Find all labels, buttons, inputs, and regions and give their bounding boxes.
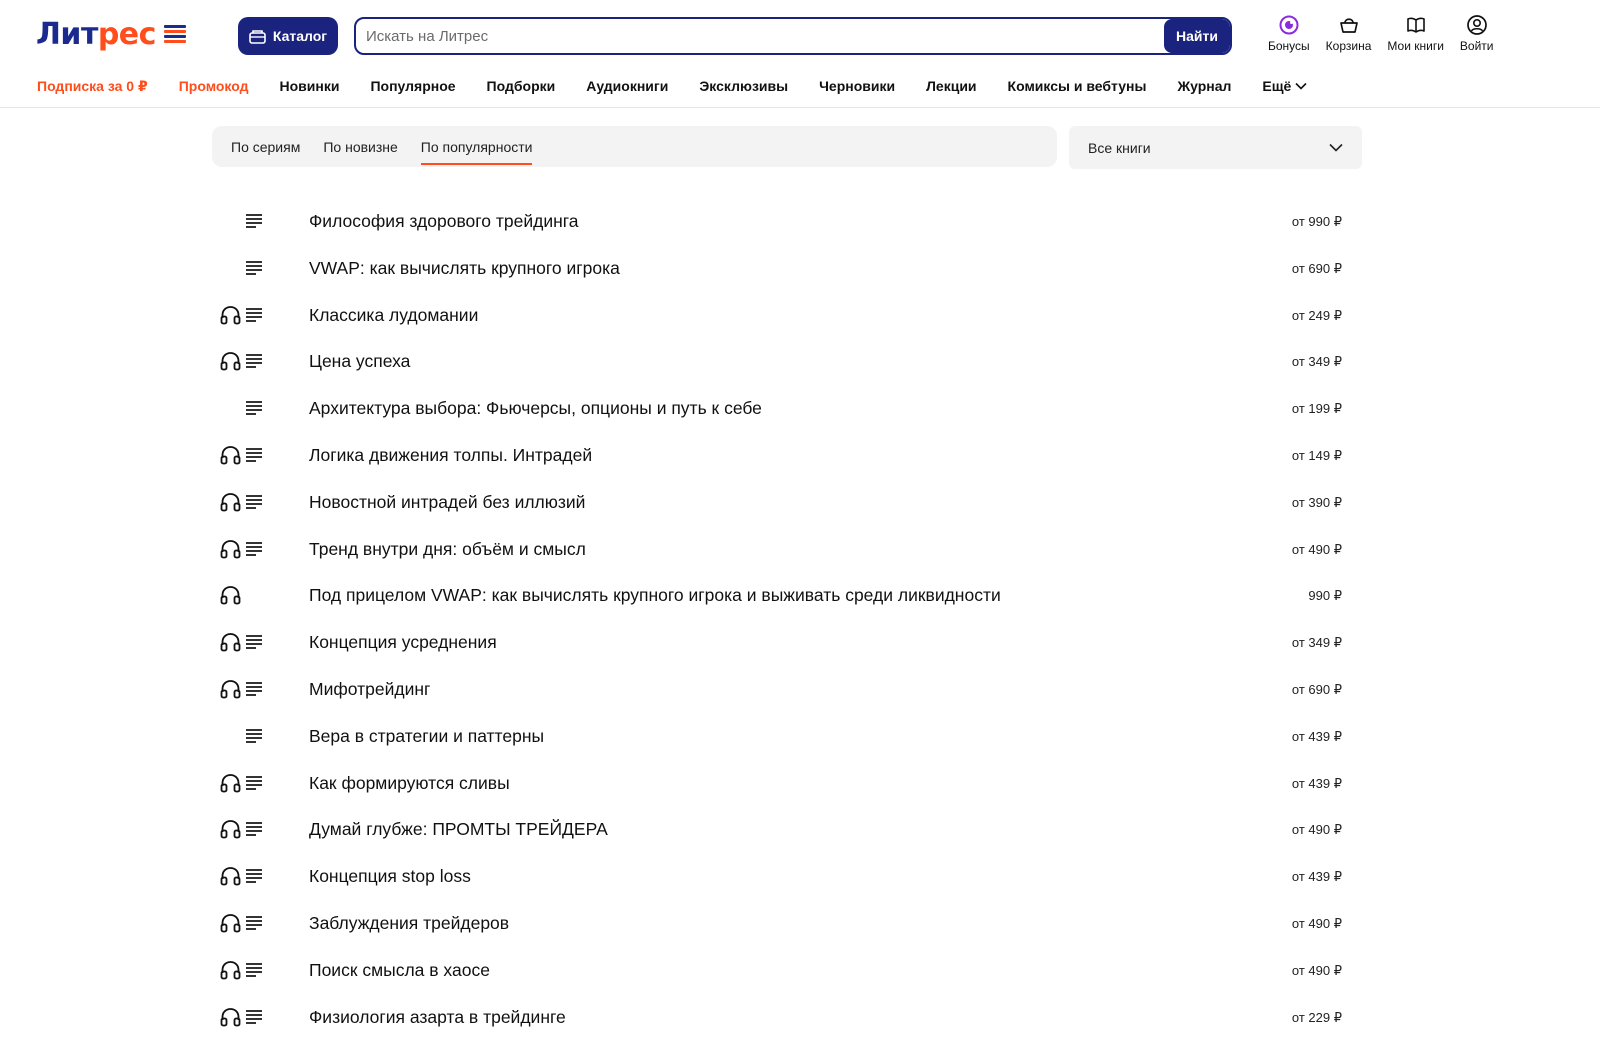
headphones-icon	[220, 773, 241, 793]
book-price: от 349 ₽	[1291, 354, 1342, 370]
logo-text-accent: рес	[97, 16, 156, 52]
text-lines-icon	[245, 775, 263, 791]
headphones-icon	[220, 913, 241, 933]
headphones-icon	[220, 305, 241, 325]
nav-item-more[interactable]	[1262, 78, 1307, 94]
nav-item-audiobooks[interactable]: Аудиокниги	[586, 78, 669, 94]
book-price: от 439 ₽	[1291, 728, 1342, 744]
user-icon	[1466, 14, 1488, 36]
login-button[interactable]	[1460, 14, 1494, 58]
book-price: от 990 ₽	[1291, 214, 1342, 229]
bonuses-label: Бонусы	[1268, 39, 1310, 53]
book-title[interactable]: Классика лудомании	[309, 304, 479, 325]
book-price: от 439 ₽	[1291, 869, 1342, 885]
basket-button[interactable]	[1326, 14, 1372, 58]
book-title[interactable]: Концепция усреднения	[309, 632, 497, 653]
book-title[interactable]: Мифотрейдинг	[309, 678, 431, 699]
book-price: от 229 ₽	[1291, 1009, 1342, 1025]
book-row[interactable]	[0, 527, 1600, 574]
text-lines-icon	[245, 213, 263, 229]
nav-item-popular[interactable]: Популярное	[370, 78, 456, 94]
book-price: 990 ₽	[1308, 588, 1342, 604]
book-title[interactable]: Поиск смысла в хаосе	[309, 959, 490, 980]
text-lines-icon	[245, 353, 263, 369]
search-bar	[354, 17, 1232, 55]
nav-item-lectures[interactable]: Лекции	[926, 78, 977, 94]
book-row[interactable]	[0, 480, 1600, 527]
tab-by-popularity[interactable]: По популярности	[421, 126, 533, 167]
sort-tabs	[212, 126, 1057, 167]
basket-label: Корзина	[1325, 39, 1372, 53]
headphones-icon	[220, 819, 241, 839]
text-lines-icon	[245, 868, 263, 884]
book-price: от 390 ₽	[1291, 494, 1342, 510]
book-price: от 439 ₽	[1291, 775, 1342, 791]
text-lines-icon	[245, 447, 263, 463]
nav-item-comics[interactable]: Комиксы и вебтуны	[1007, 78, 1147, 94]
nav-item-new[interactable]: Новинки	[279, 78, 340, 94]
headphones-icon	[220, 539, 241, 559]
book-price: от 490 ₽	[1291, 541, 1342, 557]
book-row[interactable]	[0, 293, 1600, 340]
my-books-button[interactable]	[1387, 14, 1444, 58]
book-row[interactable]	[0, 854, 1600, 901]
book-row[interactable]	[0, 761, 1600, 808]
text-lines-icon	[245, 260, 263, 276]
book-price: от 199 ₽	[1291, 401, 1342, 417]
book-price: от 149 ₽	[1291, 447, 1342, 463]
book-row[interactable]	[0, 948, 1600, 995]
nav-item-drafts[interactable]: Черновики	[819, 78, 896, 94]
book-title[interactable]: Вера в стратегии и паттерны	[309, 725, 545, 746]
main-nav	[37, 76, 1338, 96]
text-lines-icon	[245, 541, 263, 557]
basket-icon	[1338, 14, 1360, 36]
text-lines-icon	[245, 634, 263, 650]
book-title[interactable]: Архитектура выбора: Фьючерсы, опционы и путь к себе	[309, 398, 762, 419]
bonus-icon	[1278, 14, 1300, 36]
book-price: от 349 ₽	[1291, 635, 1342, 651]
bonuses-button[interactable]	[1268, 14, 1310, 58]
text-lines-icon	[245, 681, 263, 697]
headphones-icon	[220, 585, 241, 605]
book-row[interactable]	[0, 199, 1600, 246]
book-type-select-value: Все книги	[1088, 139, 1151, 156]
text-lines-icon	[245, 821, 263, 837]
book-list	[0, 199, 1600, 1041]
tab-by-series[interactable]: По сериям	[231, 138, 301, 155]
nav-item-more-label: Ещё	[1262, 78, 1292, 94]
litres-logo[interactable]	[36, 16, 186, 52]
logo-bars-icon	[164, 25, 186, 43]
text-lines-icon	[245, 962, 263, 978]
search-button[interactable]: Найти	[1164, 19, 1230, 53]
chevron-down-icon	[1295, 82, 1307, 90]
book-row[interactable]	[0, 995, 1600, 1042]
nav-item-promocode[interactable]: Промокод	[178, 78, 249, 94]
book-icon	[1405, 14, 1427, 36]
login-label: Войти	[1459, 39, 1494, 53]
logo-text-main: Лит	[36, 16, 98, 52]
book-title[interactable]: Философия здорового трейдинга	[309, 211, 579, 231]
book-row[interactable]	[0, 246, 1600, 293]
book-price: от 490 ₽	[1291, 962, 1342, 978]
site-header	[0, 0, 1600, 108]
nav-item-journal[interactable]: Журнал	[1177, 78, 1232, 94]
nav-item-subscription[interactable]: Подписка за 0 ₽	[37, 77, 148, 94]
nav-item-collections[interactable]: Подборки	[486, 78, 556, 94]
headphones-icon	[220, 632, 241, 652]
book-row[interactable]	[0, 339, 1600, 386]
text-lines-icon	[245, 1009, 263, 1025]
headphones-icon	[220, 679, 241, 699]
catalog-icon	[249, 29, 266, 44]
book-title[interactable]: Как формируются сливы	[309, 772, 510, 793]
book-row[interactable]	[0, 901, 1600, 948]
book-price: от 690 ₽	[1291, 260, 1342, 276]
headphones-icon	[220, 866, 241, 886]
book-price: от 490 ₽	[1291, 915, 1342, 931]
text-lines-icon	[245, 728, 263, 744]
book-type-select[interactable]	[1069, 126, 1362, 169]
headphones-icon	[220, 960, 241, 980]
book-row[interactable]	[0, 573, 1600, 620]
nav-item-exclusives[interactable]: Эксклюзивы	[699, 78, 789, 94]
book-title[interactable]: Думай глубже: ПРОМТЫ ТРЕЙДЕРА	[309, 819, 608, 840]
book-title[interactable]: Тренд внутри дня: объём и смысл	[309, 538, 586, 559]
headphones-icon	[220, 492, 241, 512]
text-lines-icon	[245, 400, 263, 416]
header-actions	[1268, 14, 1510, 58]
book-title[interactable]: Цена успеха	[309, 351, 411, 372]
headphones-icon	[220, 351, 241, 371]
chevron-down-icon	[1329, 143, 1343, 152]
book-price: от 249 ₽	[1291, 307, 1342, 323]
book-title[interactable]: Под прицелом VWAP: как вычислять крупного игрока и выживать среди ликвидности	[309, 585, 1001, 606]
book-title[interactable]: Концепция stop loss	[309, 866, 471, 887]
book-row[interactable]	[0, 433, 1600, 480]
book-row[interactable]	[0, 667, 1600, 714]
book-row[interactable]	[0, 807, 1600, 854]
book-price: от 690 ₽	[1291, 681, 1342, 697]
book-title[interactable]: VWAP: как вычислять крупного игрока	[309, 257, 620, 278]
book-row[interactable]	[0, 620, 1600, 667]
my-books-label: Мои книги	[1387, 39, 1444, 53]
text-lines-icon	[245, 915, 263, 931]
headphones-icon	[220, 1007, 241, 1027]
catalog-label: Каталог	[272, 28, 328, 44]
text-lines-icon	[245, 494, 263, 510]
tab-by-newness[interactable]: По новизне	[323, 138, 398, 155]
headphones-icon	[220, 445, 241, 465]
book-title[interactable]: Физиология азарта в трейдинге	[309, 1006, 566, 1027]
book-price: от 490 ₽	[1291, 822, 1342, 838]
book-title[interactable]: Заблуждения трейдеров	[309, 912, 510, 933]
book-row[interactable]	[0, 386, 1600, 433]
book-title[interactable]: Новостной интрадей без иллюзий	[309, 491, 586, 512]
book-title[interactable]: Логика движения толпы. Интрадей	[309, 444, 593, 465]
text-lines-icon	[245, 307, 263, 323]
book-row[interactable]	[0, 714, 1600, 761]
catalog-button[interactable]	[238, 17, 338, 55]
search-input[interactable]	[356, 19, 1164, 53]
